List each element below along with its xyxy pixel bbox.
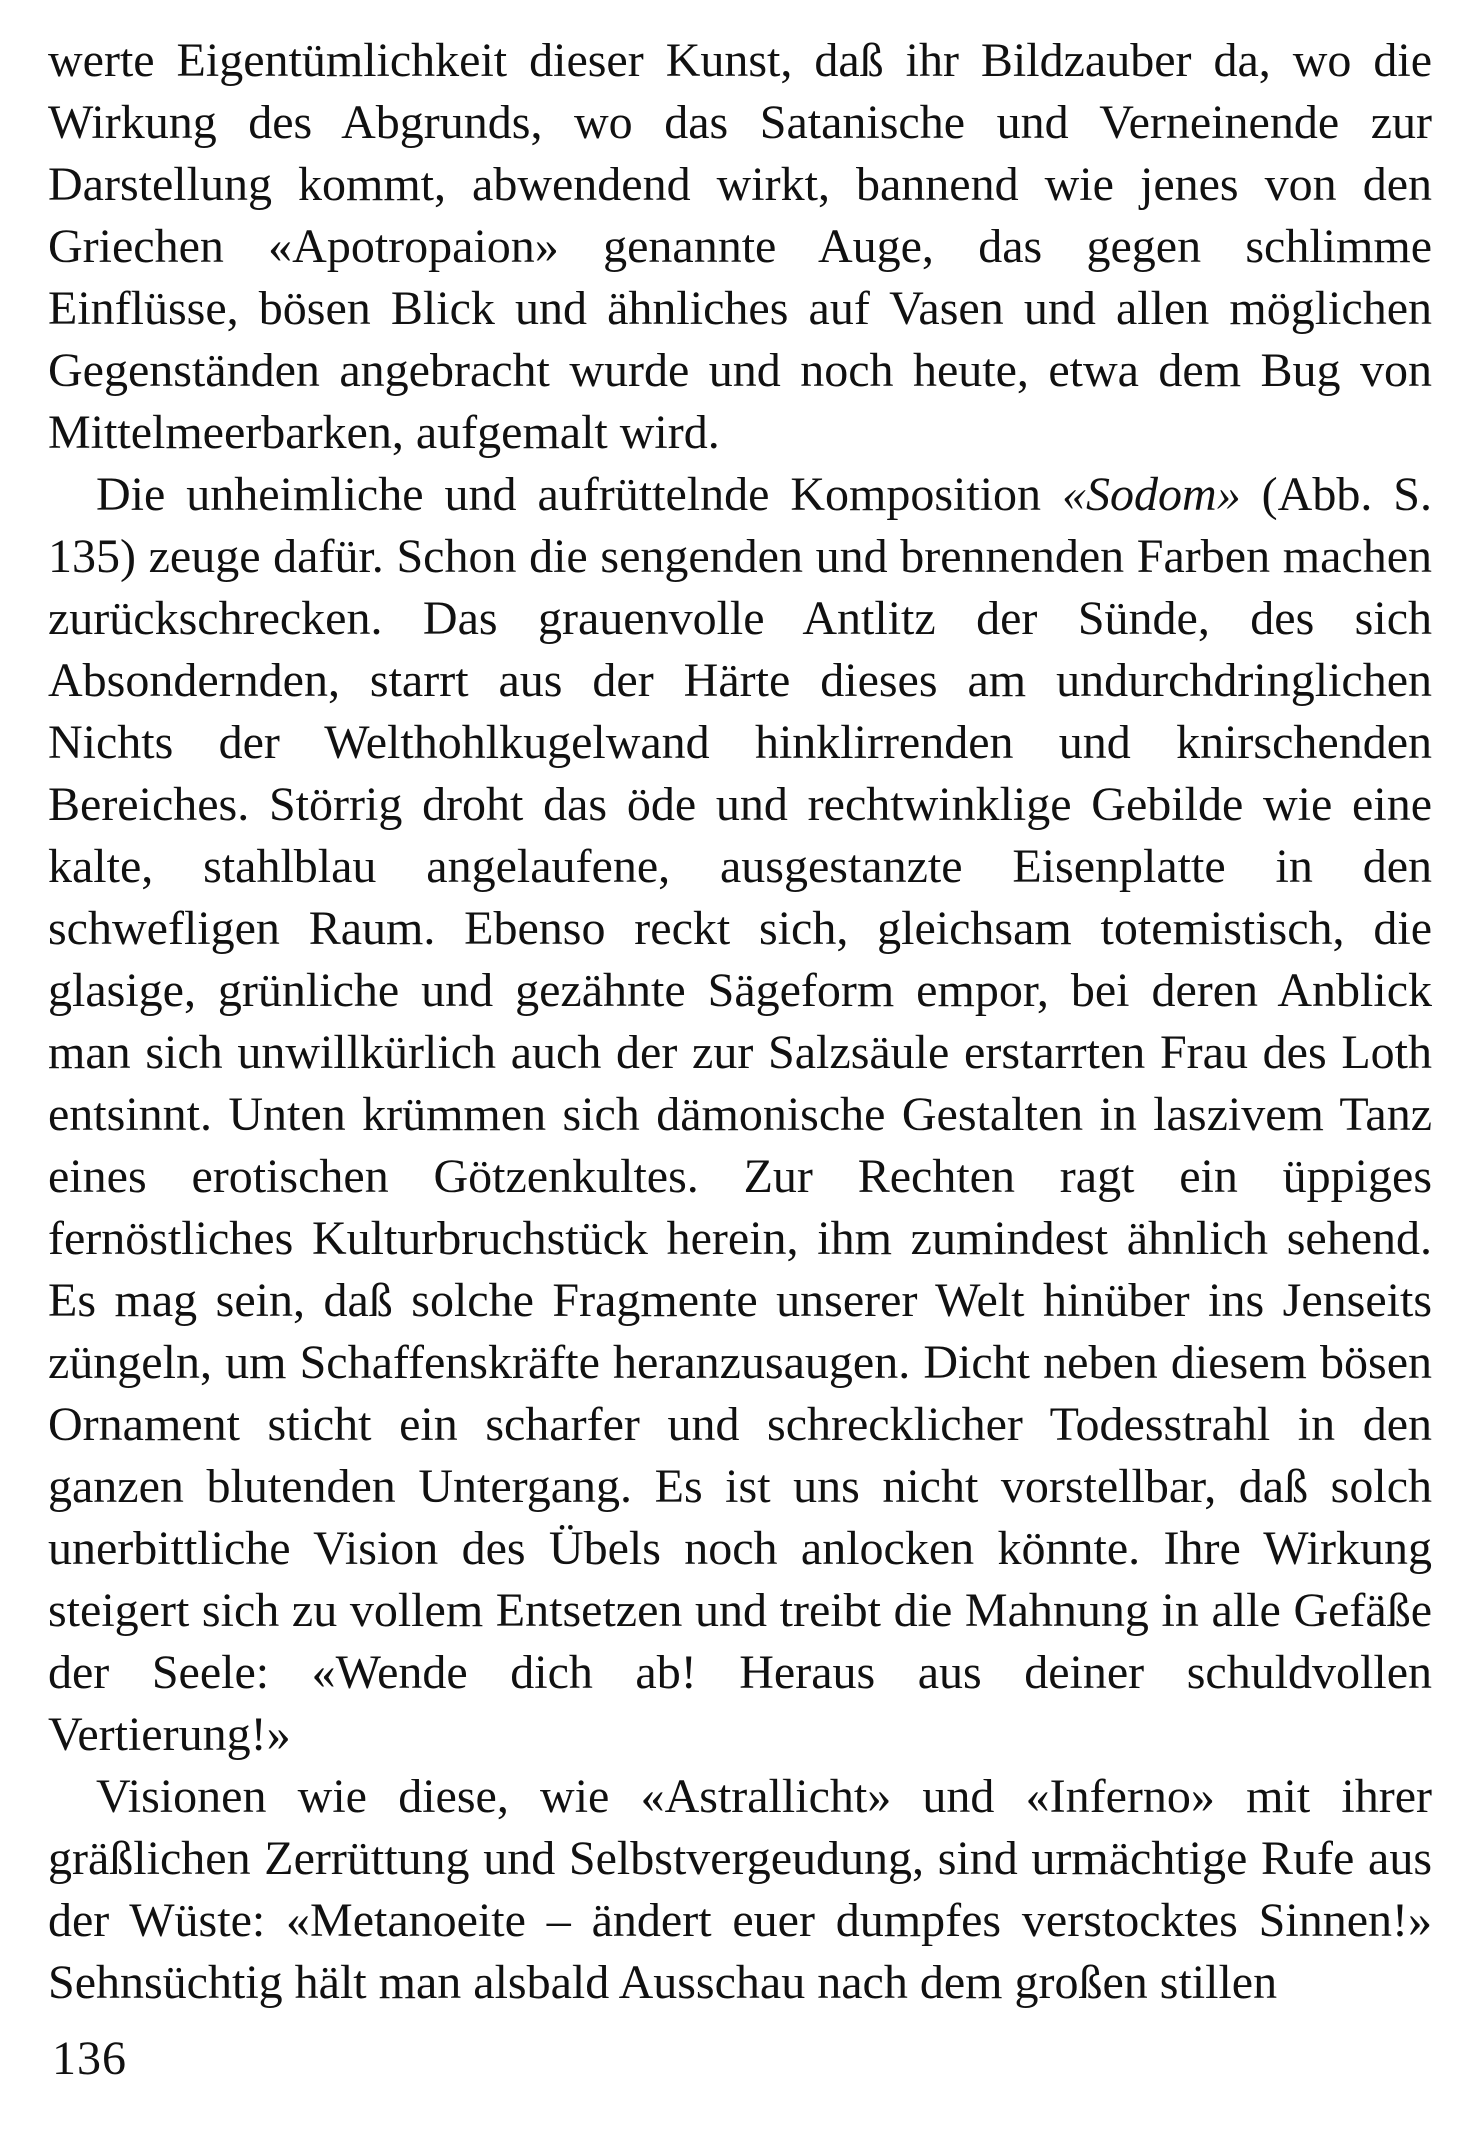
paragraph-3	[48, 1766, 1432, 2014]
paragraph-1-text: werte Eigentümlichkeit dieser Kunst, daß ihr Bildzauber da, wo die Wirkung des Abgrunds, wo das Satanische und Verneinende zur Darstellung kommt, abwendend wirkt, bannend wie jenes von den Griechen «Apotropaion» genannte Auge, das gegen schlimme Einflüsse, bösen Blick und ähnliches auf Vasen und allen möglichen Gegenständen angebracht wurde und noch heute, etwa dem Bug von Mittelmeerbarken, aufgemalt wird.	[48, 34, 1432, 459]
paragraph-2-text-after: (Abb. S. 135) zeuge dafür. Schon die sengenden und brennenden Farben machen zurückschrecken. Das grauenvolle Antlitz der Sünde, des sich Absondernden, starrt aus der Härte dieses am undurchdringlichen Nichts der Welthohlkugelwand hinklirrenden und knirschenden Bereiches. Störrig droht das öde und rechtwinklige Gebilde wie eine kalte, stahlblau angelaufene, ausgestanzte Eisenplatte in den schwefligen Raum. Ebenso reckt sich, gleichsam totemistisch, die glasige, grünliche und gezähnte Sägeform empor, bei deren Anblick man sich unwillkürlich auch der zur Salzsäule erstarrten Frau des Loth entsinnt. Unten krümmen sich dämonische Gestalten in laszivem Tanz eines erotischen Götzenkultes. Zur Rechten ragt ein üppiges fernöstliches Kulturbruchstück herein, ihm zumindest ähnlich sehend. Es mag sein, daß solche Fragmente unserer Welt hinüber ins Jenseits züngeln, um Schaffenskräfte heranzusaugen. Dicht neben diesem bösen Ornament sticht ein scharfer und schrecklicher Todesstrahl in den ganzen blutenden Untergang. Es ist uns nicht vorstellbar, daß solch unerbittliche Vision des Übels noch anlocken könnte. Ihre Wirkung steigert sich zu vollem Entsetzen und treibt die Mahnung in alle Gefäße der Seele: «Wende dich ab! Heraus aus deiner schuldvollen Vertierung!»	[48, 468, 1433, 1761]
paragraph-1	[48, 30, 1432, 464]
paragraph-3-text: Visionen wie diese, wie «Astrallicht» und «Inferno» mit ihrer gräßlichen Zerrüttung und Selbstvergeudung, sind urmächtige Rufe aus der Wüste: «Metanoeite – ändert euer dumpfes verstocktes Sinnen!» Sehnsüchtig hält man alsbald Ausschau nach dem großen stillen	[48, 1770, 1432, 2009]
paragraph-2	[48, 464, 1432, 1766]
page-number: 136	[52, 2032, 127, 2085]
artwork-title-sodom: «Sodom»	[1062, 468, 1241, 521]
page-body	[48, 30, 1432, 2014]
paragraph-2-text-before: Die unheimliche und aufrüttelnde Komposition	[96, 468, 1063, 521]
